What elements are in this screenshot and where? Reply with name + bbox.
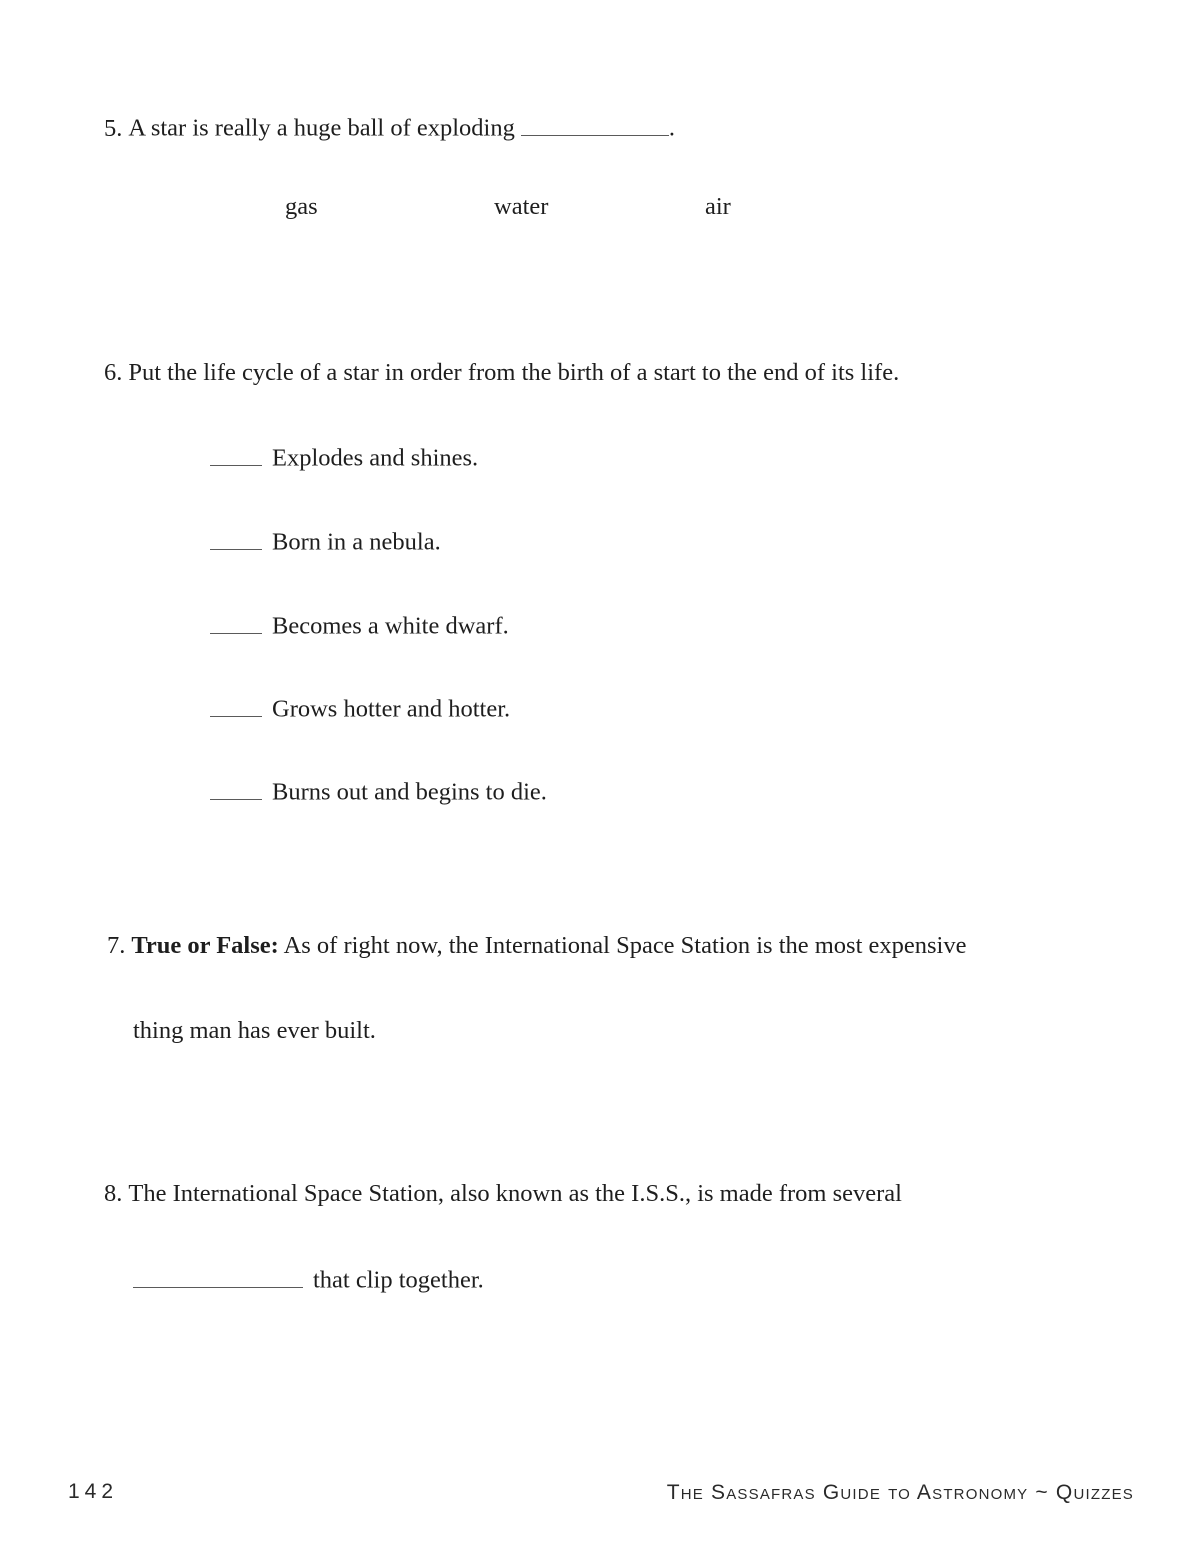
answer-option-water: water [494,193,549,220]
question-8-number: 8. [104,1180,123,1207]
question-7-text-line1: As of right now, the International Space Station is the most expensive [283,932,967,959]
question-6-item [210,608,509,641]
order-blank [210,440,262,466]
question-6-number: 6. [104,359,123,386]
question-6 [104,359,899,387]
question-6-item-label: Becomes a white dwarf. [272,612,509,640]
question-6-item-label: Born in a nebula. [272,528,441,556]
question-6-item-label: Explodes and shines. [272,444,479,472]
question-8 [104,1180,902,1208]
question-5-text: A star is really a huge ball of exploding [128,114,515,142]
answer-option-gas: gas [285,193,318,220]
footer-book-title: The Sassafras Guide to Astronomy ~ Quizzes [666,1481,1134,1504]
question-7 [107,932,967,960]
question-6-text: Put the life cycle of a star in order from the birth of a start to the end of its life. [128,359,900,386]
order-blank [210,691,262,717]
order-blank [210,774,262,800]
question-6-item-label: Burns out and begins to die. [272,778,547,806]
order-blank [210,524,262,550]
question-6-item [210,774,547,807]
question-5-number: 5. [104,114,123,142]
answer-option-air: air [705,193,731,220]
question-6-item [210,691,510,724]
question-8-text-line2: that clip together. [313,1266,484,1294]
question-5-answer-blank [521,110,669,136]
footer-page-number: 142 [68,1480,119,1503]
question-8-line2 [133,1262,484,1295]
question-7-true-or-false-label: True or False: [131,932,279,959]
question-7-text-line2: thing man has ever built. [133,1017,376,1044]
question-5-options [0,193,1200,227]
question-5-period: . [668,114,675,142]
order-blank [210,608,262,634]
question-8-text-line1: The International Space Station, also known as the I.S.S., is made from several [128,1180,902,1207]
question-7-number: 7. [107,932,126,959]
question-6-item [210,524,441,557]
question-6-item [210,440,478,473]
question-8-answer-blank [133,1262,303,1288]
question-5 [104,110,675,143]
question-6-item-label: Grows hotter and hotter. [272,695,511,723]
